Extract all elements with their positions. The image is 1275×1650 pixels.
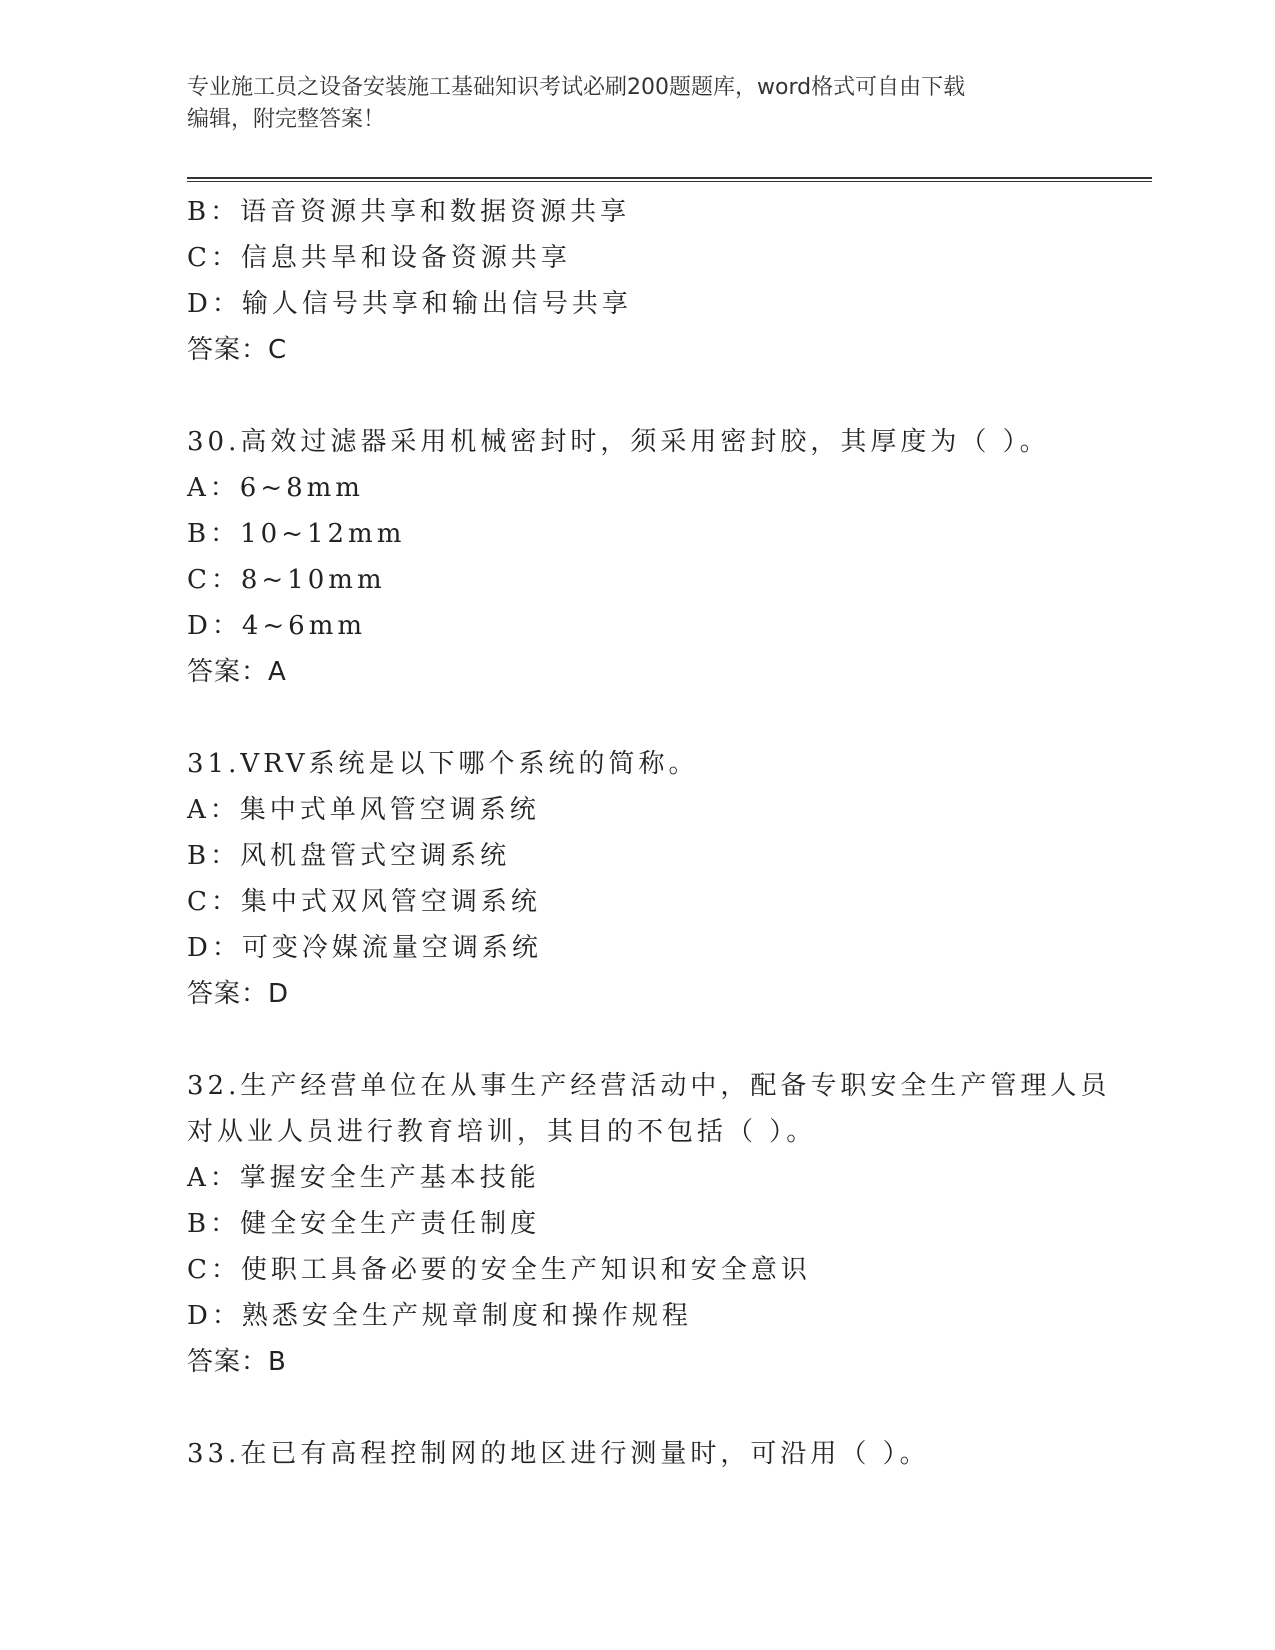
- option-b: B：健全安全生产责任制度: [187, 1209, 541, 1239]
- option-d: D：输人信号共享和输出信号共享: [187, 289, 632, 319]
- option-c: C：集中式双风管空调系统: [187, 887, 541, 917]
- option-c: C：8~10mm: [187, 565, 386, 595]
- option-a: A：掌握安全生产基本技能: [187, 1163, 540, 1193]
- question-text-line-1: 32.生产经营单位在从事生产经营活动中，配备专职安全生产管理人员: [187, 1071, 1111, 1101]
- question-text-line-2: 对从业人员进行教育培训，其目的不包括（ ）。: [187, 1117, 817, 1147]
- option-a: A：集中式单风管空调系统: [187, 795, 540, 825]
- option-c: C：使职工具备必要的安全生产知识和安全意识: [187, 1255, 811, 1285]
- option-c: C：信息共旱和设备资源共享: [187, 243, 571, 273]
- question-text: 33.在已有高程控制网的地区进行测量时，可沿用（ ）。: [187, 1439, 930, 1469]
- question-29-continued: [187, 189, 1067, 373]
- header-title-line-1: 专业施工员之设备安装施工基础知识考试必刷200题题库，word格式可自由下载: [187, 75, 966, 100]
- question-30: [187, 419, 1067, 695]
- option-b: B：10~12mm: [187, 519, 406, 549]
- question-31: [187, 741, 1067, 1017]
- header-title-line-2: 编辑，附完整答案！: [187, 107, 386, 132]
- question-list: [187, 189, 1111, 1477]
- answer: 答案：B: [187, 1347, 287, 1377]
- option-b: B：语音资源共享和数据资源共享: [187, 197, 631, 227]
- question-text: 31.VRV系统是以下哪个系统的简称。: [187, 749, 699, 779]
- answer: 答案：D: [187, 979, 290, 1009]
- question-text: 30.高效过滤器采用机械密封时，须采用密封胶，其厚度为（ ）。: [187, 427, 1050, 457]
- header-divider: [187, 177, 1152, 182]
- option-d: D：熟悉安全生产规章制度和操作规程: [187, 1301, 692, 1331]
- option-d: D：4~6mm: [187, 611, 367, 641]
- option-d: D：可变冷媒流量空调系统: [187, 933, 542, 963]
- answer: 答案：A: [187, 657, 287, 687]
- page-header: [187, 72, 1067, 136]
- question-32: [187, 1063, 1111, 1385]
- option-b: B：风机盘管式空调系统: [187, 841, 511, 871]
- answer: 答案：C: [187, 335, 288, 365]
- question-33: [187, 1431, 1067, 1477]
- option-a: A：6~8mm: [187, 473, 364, 503]
